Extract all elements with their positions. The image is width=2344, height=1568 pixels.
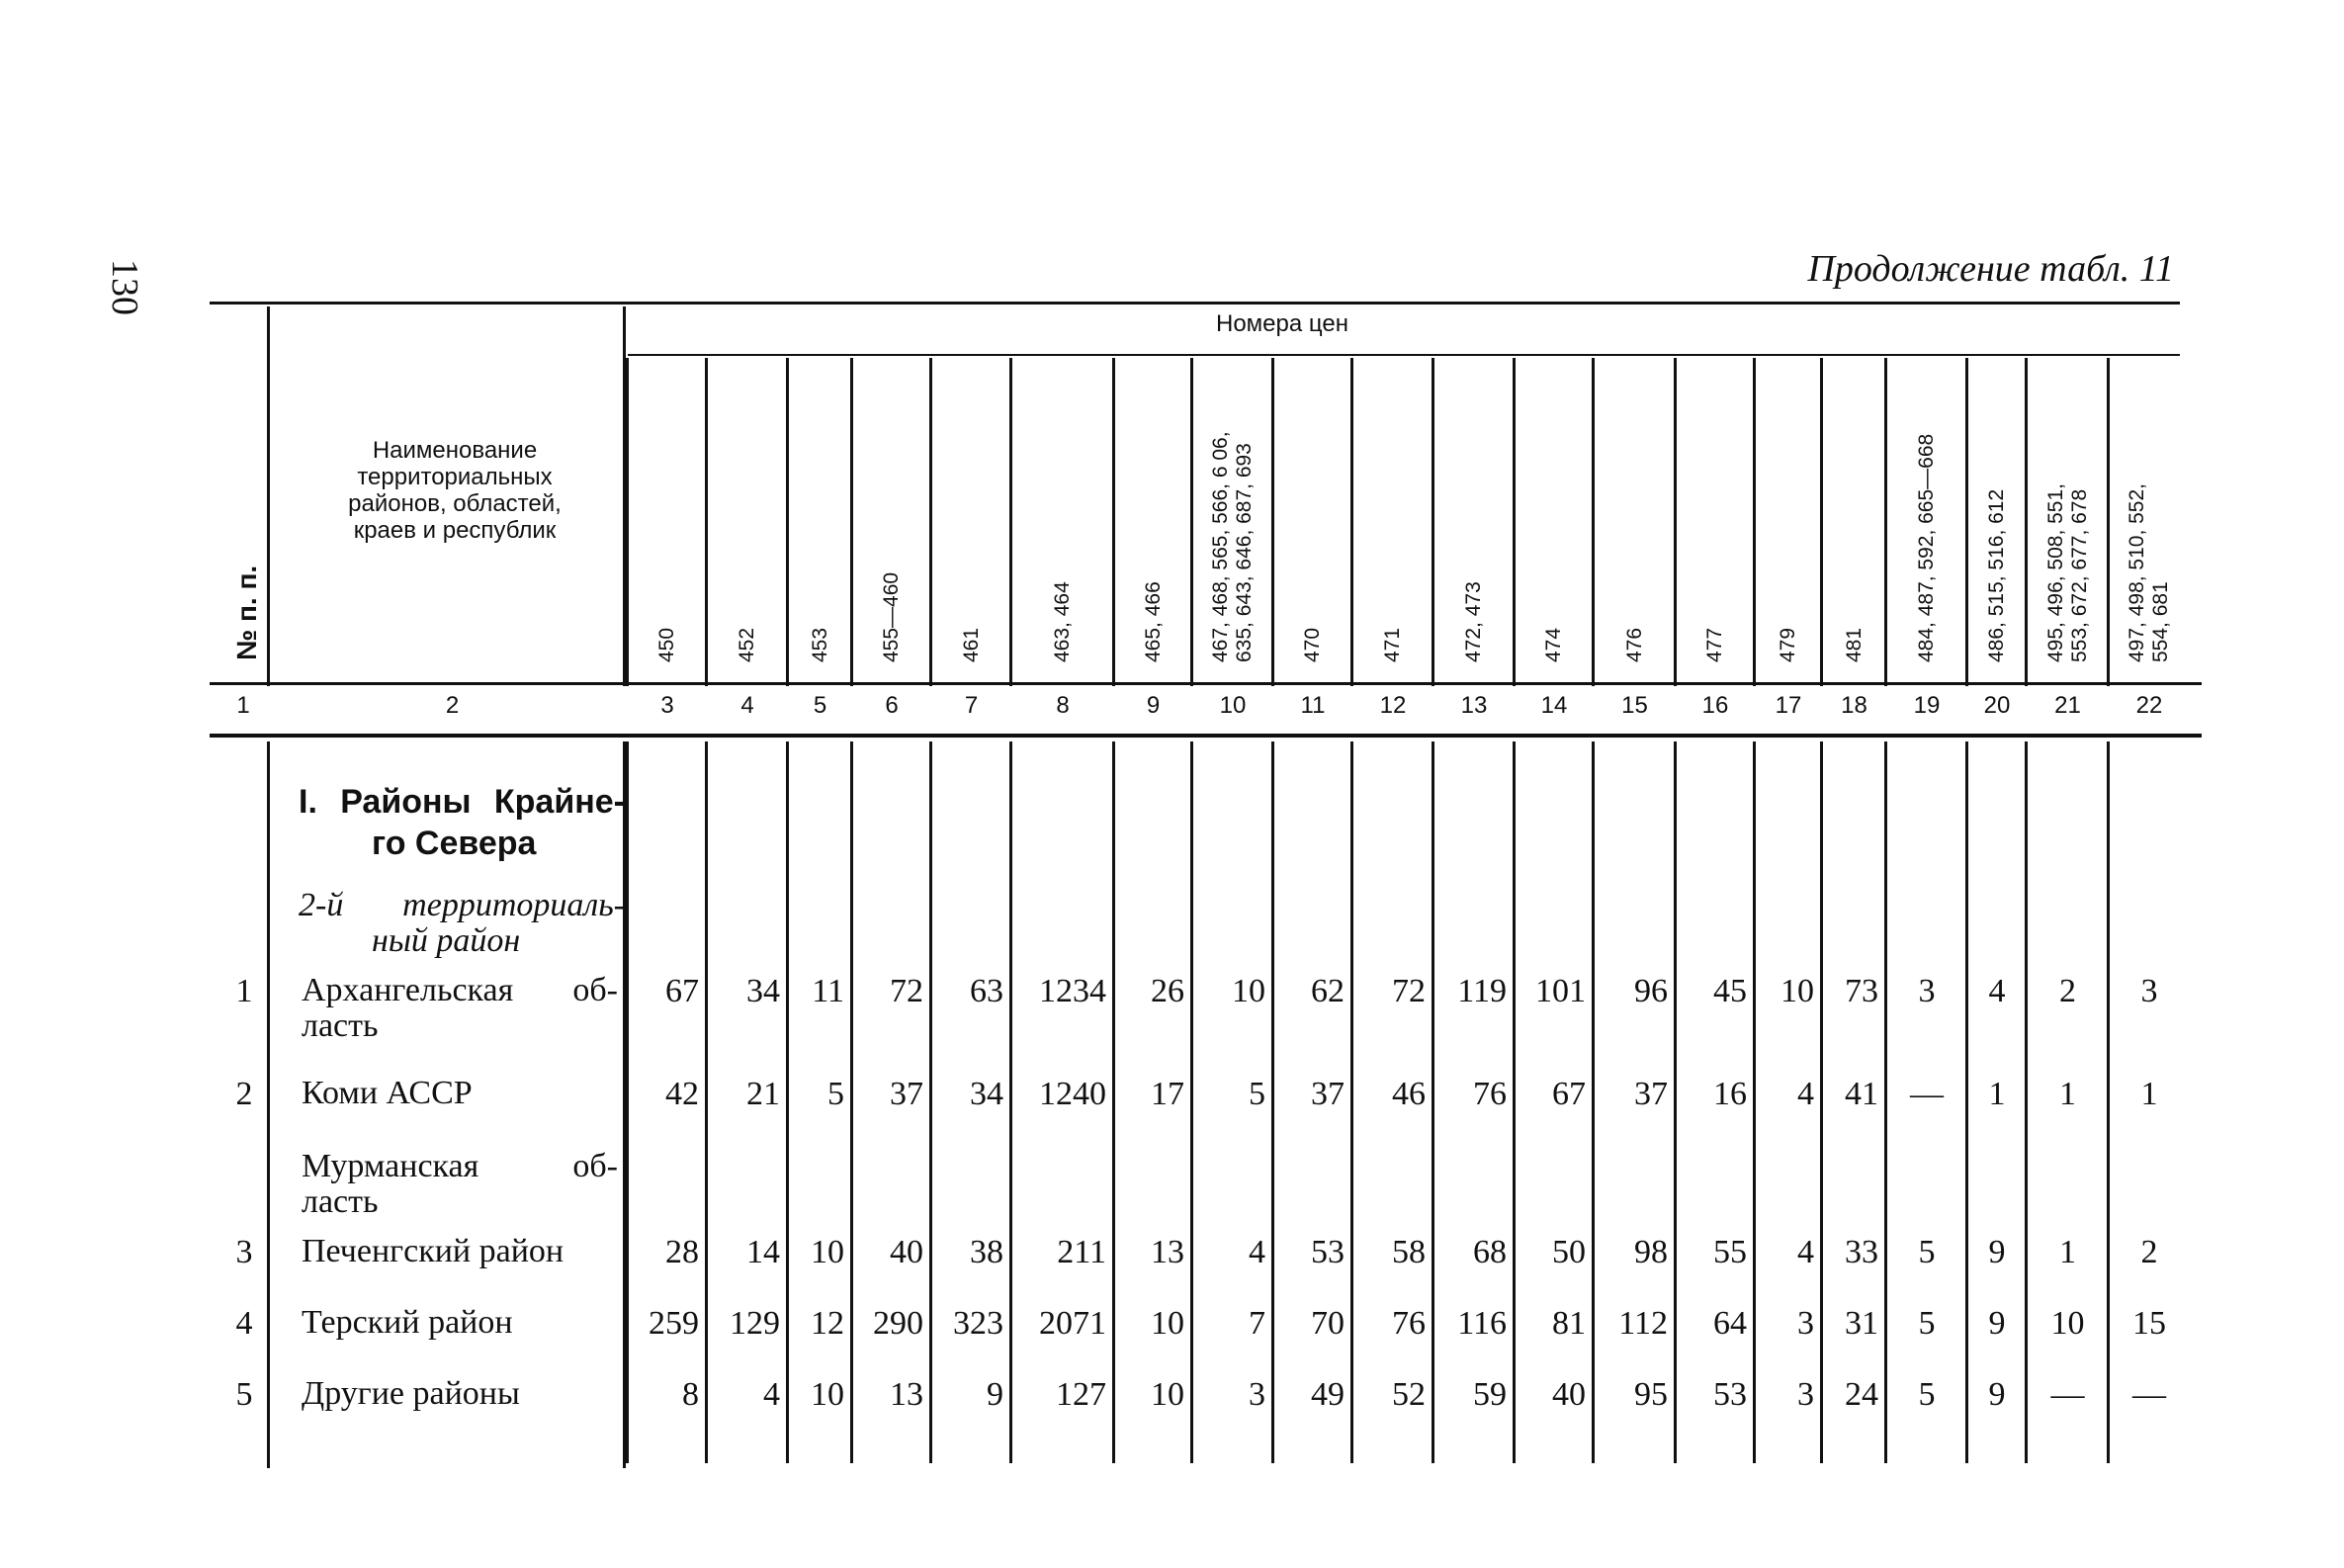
price-column-header-line: 474 bbox=[1542, 627, 1565, 662]
row-number-header: № п. п. bbox=[231, 565, 262, 660]
table-cell: 9 bbox=[1988, 1376, 2006, 1413]
column-number: 16 bbox=[1701, 692, 1729, 719]
price-column-header bbox=[1051, 581, 1075, 662]
name-header-line: Наименование bbox=[372, 437, 538, 464]
table-cell: 81 bbox=[1552, 1305, 1586, 1342]
column-number: 15 bbox=[1621, 692, 1648, 719]
table-cell: 10 bbox=[2050, 1305, 2085, 1342]
price-column-header-line: 497, 498, 510, 552, bbox=[2126, 483, 2148, 662]
group-rule bbox=[628, 354, 2180, 356]
table-cell: 13 bbox=[1151, 1234, 1184, 1270]
table-cell: 28 bbox=[665, 1234, 699, 1270]
table-cell: 119 bbox=[1457, 973, 1507, 1009]
price-column-header bbox=[2126, 483, 2173, 662]
section-title bbox=[299, 781, 625, 864]
table-cell: 9 bbox=[1988, 1234, 2006, 1270]
table-cell: 5 bbox=[1918, 1376, 1936, 1413]
table-cell: 8 bbox=[682, 1376, 699, 1413]
table-cell: 10 bbox=[1151, 1376, 1184, 1413]
table-cell: 24 bbox=[1845, 1376, 1878, 1413]
price-column-header-line: 461 bbox=[959, 627, 983, 662]
price-column-header-line: 471 bbox=[1381, 627, 1404, 662]
table-cell: 14 bbox=[746, 1234, 780, 1270]
column-number: 14 bbox=[1540, 692, 1568, 719]
subsection-title bbox=[299, 888, 625, 959]
column-divider bbox=[1432, 358, 1434, 686]
table-cell: 9 bbox=[1988, 1305, 2006, 1342]
table-cell: 67 bbox=[1552, 1076, 1586, 1112]
table-cell: 4 bbox=[1249, 1234, 1265, 1270]
table-cell: 76 bbox=[1473, 1076, 1507, 1112]
table-cell: 259 bbox=[649, 1305, 699, 1342]
table-cell: 5 bbox=[827, 1076, 844, 1112]
column-divider bbox=[1112, 358, 1115, 686]
table-cell: 4 bbox=[763, 1376, 780, 1413]
region-name bbox=[302, 1305, 618, 1341]
table-cell: 112 bbox=[1618, 1305, 1668, 1342]
table-cell: 40 bbox=[890, 1234, 923, 1270]
column-number: 22 bbox=[2135, 692, 2163, 719]
table-cell: 5 bbox=[1249, 1076, 1265, 1112]
table-cell: 3 bbox=[1249, 1376, 1265, 1413]
table-cell: 2 bbox=[2059, 973, 2076, 1009]
table-cell: 41 bbox=[1845, 1076, 1878, 1112]
table-cell: 70 bbox=[1311, 1305, 1345, 1342]
name-header-line: территориальных bbox=[357, 464, 553, 490]
table-cell: 10 bbox=[811, 1376, 844, 1413]
price-column-header bbox=[1301, 628, 1325, 662]
price-column-header bbox=[1985, 489, 2009, 662]
table-cell: 72 bbox=[1392, 973, 1426, 1009]
price-column-header bbox=[1142, 581, 1166, 662]
column-divider bbox=[267, 306, 270, 686]
table-cell: 37 bbox=[1311, 1076, 1345, 1112]
column-number: 18 bbox=[1841, 692, 1867, 719]
subsection-title-line: 2-й территориаль- bbox=[299, 887, 625, 923]
row-number: 2 bbox=[235, 1076, 253, 1112]
price-column-header-line: 486, 515, 516, 612 bbox=[1985, 488, 2008, 662]
table-cell: 34 bbox=[746, 973, 780, 1009]
table-cell: 3 bbox=[1918, 973, 1936, 1009]
table-cell: 68 bbox=[1473, 1234, 1507, 1270]
table-cell: 37 bbox=[890, 1076, 923, 1112]
column-divider bbox=[1009, 358, 1012, 686]
column-number: 12 bbox=[1379, 692, 1407, 719]
table-cell: 63 bbox=[970, 973, 1003, 1009]
table-cell: 10 bbox=[811, 1234, 844, 1270]
table-cell: 55 bbox=[1713, 1234, 1747, 1270]
table-cell: 12 bbox=[811, 1305, 844, 1342]
table-cell: 101 bbox=[1535, 973, 1586, 1009]
price-column-header-line: 472, 473 bbox=[1462, 581, 1485, 662]
region-group-line: ласть bbox=[302, 1183, 379, 1220]
table-cell: 1 bbox=[2059, 1234, 2076, 1270]
price-column-header bbox=[1209, 431, 1257, 662]
table-cell: 10 bbox=[1780, 973, 1814, 1009]
column-number: 7 bbox=[964, 692, 979, 719]
table-cell: 34 bbox=[970, 1076, 1003, 1112]
table-cell: — bbox=[2050, 1376, 2085, 1413]
column-number: 2 bbox=[445, 692, 460, 719]
table-cell: 17 bbox=[1151, 1076, 1184, 1112]
price-column-header-line: 481 bbox=[1842, 627, 1866, 662]
price-column-header-line: 554, 681 bbox=[2149, 581, 2172, 662]
price-column-header-line: 553, 672, 677, 678 bbox=[2067, 488, 2091, 662]
price-column-header-line: 465, 466 bbox=[1141, 581, 1165, 662]
table-cell: 52 bbox=[1392, 1376, 1426, 1413]
region-name-line: Коми АССР bbox=[302, 1075, 473, 1111]
region-group-label bbox=[302, 1149, 618, 1220]
table-cell: 127 bbox=[1056, 1376, 1106, 1413]
column-number: 20 bbox=[1983, 692, 2011, 719]
table-cell: 33 bbox=[1845, 1234, 1878, 1270]
column-divider bbox=[850, 358, 853, 686]
table-cell: 40 bbox=[1552, 1376, 1586, 1413]
table-cell: — bbox=[2132, 1376, 2166, 1413]
table-cell: 58 bbox=[1392, 1234, 1426, 1270]
price-column-header-line: 453 bbox=[808, 627, 831, 662]
table-cell: 4 bbox=[1797, 1234, 1814, 1270]
price-column-header bbox=[1462, 581, 1486, 662]
table-cell: 116 bbox=[1457, 1305, 1507, 1342]
price-column-header-line: 479 bbox=[1777, 627, 1799, 662]
table-cell: 9 bbox=[987, 1376, 1003, 1413]
table-cell: 15 bbox=[2132, 1305, 2166, 1342]
table-cell: 26 bbox=[1151, 973, 1184, 1009]
column-divider bbox=[1350, 358, 1353, 686]
table-cell: 10 bbox=[1151, 1305, 1184, 1342]
price-column-header-line: 452 bbox=[736, 627, 758, 662]
price-column-header bbox=[1381, 628, 1405, 662]
price-column-header bbox=[809, 628, 832, 662]
column-number: 10 bbox=[1219, 692, 1247, 719]
table-cell: 1 bbox=[2140, 1076, 2158, 1112]
region-name-line: Печенгский район bbox=[302, 1233, 564, 1269]
column-number: 17 bbox=[1775, 692, 1802, 719]
region-group-line: Мурманская об- bbox=[302, 1148, 618, 1184]
table-cell: 53 bbox=[1311, 1234, 1345, 1270]
column-divider bbox=[786, 358, 789, 686]
table-cell: 73 bbox=[1845, 973, 1878, 1009]
column-divider bbox=[1965, 358, 1968, 686]
region-name bbox=[302, 973, 618, 1044]
column-number: 1 bbox=[236, 692, 250, 719]
subsection-title-line: ный район bbox=[372, 922, 521, 959]
table-cell: 7 bbox=[1249, 1305, 1265, 1342]
table-cell: 5 bbox=[1918, 1234, 1936, 1270]
table-cell: 11 bbox=[812, 973, 844, 1009]
name-header-line: районов, областей, bbox=[348, 490, 562, 517]
column-number: 21 bbox=[2054, 692, 2081, 719]
column-number: 5 bbox=[813, 692, 827, 719]
table-cell: 10 bbox=[1232, 973, 1265, 1009]
price-column-header-line: 455—460 bbox=[880, 571, 903, 662]
table-cell: 98 bbox=[1634, 1234, 1668, 1270]
column-number: 19 bbox=[1913, 692, 1941, 719]
column-number: 11 bbox=[1300, 692, 1326, 719]
price-column-header bbox=[880, 572, 904, 662]
column-number: 8 bbox=[1056, 692, 1070, 719]
region-name bbox=[302, 1234, 618, 1269]
price-column-header bbox=[1623, 628, 1647, 662]
price-numbers-group-header: Номера цен bbox=[1216, 310, 1348, 337]
price-column-header bbox=[1843, 628, 1867, 662]
table-cell: 4 bbox=[1797, 1076, 1814, 1112]
name-column-header bbox=[287, 437, 623, 544]
column-divider bbox=[626, 358, 629, 686]
table-cell: 5 bbox=[1918, 1305, 1936, 1342]
column-divider bbox=[1884, 358, 1887, 686]
region-name bbox=[302, 1376, 618, 1412]
column-divider bbox=[1190, 358, 1193, 686]
table-cell: 4 bbox=[1988, 973, 2006, 1009]
table-cell: 21 bbox=[746, 1076, 780, 1112]
region-name-line: Другие районы bbox=[302, 1375, 520, 1412]
table-cell: 76 bbox=[1392, 1305, 1426, 1342]
table-cell: 67 bbox=[665, 973, 699, 1009]
price-column-header bbox=[1777, 628, 1800, 662]
table-cell: 45 bbox=[1713, 973, 1747, 1009]
table-cell: 31 bbox=[1845, 1305, 1878, 1342]
table-cell: 49 bbox=[1311, 1376, 1345, 1413]
header-bottom-rule bbox=[210, 682, 2202, 685]
table-cell: 95 bbox=[1634, 1376, 1668, 1413]
column-number: 9 bbox=[1146, 692, 1161, 719]
table-cell: — bbox=[1910, 1076, 1944, 1112]
table-cell: 13 bbox=[890, 1376, 923, 1413]
table-cell: 3 bbox=[2140, 973, 2158, 1009]
column-divider bbox=[623, 306, 626, 686]
column-divider bbox=[1513, 358, 1516, 686]
column-divider bbox=[1753, 358, 1756, 686]
price-column-header-line: 477 bbox=[1703, 627, 1726, 662]
table-cell: 64 bbox=[1713, 1305, 1747, 1342]
table-cell: 96 bbox=[1634, 973, 1668, 1009]
column-number: 4 bbox=[740, 692, 754, 719]
row-number: 5 bbox=[235, 1376, 253, 1413]
top-rule bbox=[210, 302, 2180, 305]
table-cell: 290 bbox=[873, 1305, 923, 1342]
price-column-header bbox=[960, 628, 984, 662]
price-column-header-line: 463, 464 bbox=[1051, 581, 1074, 662]
price-column-header bbox=[1915, 434, 1939, 662]
column-divider bbox=[705, 358, 708, 686]
price-column-header bbox=[1542, 628, 1566, 662]
section-title-line: го Севера bbox=[372, 825, 537, 862]
table-cell: 3 bbox=[1797, 1305, 1814, 1342]
column-divider bbox=[929, 358, 932, 686]
section-title-line: I. Районы Крайне- bbox=[299, 783, 625, 821]
column-number: 6 bbox=[885, 692, 899, 719]
price-column-header-line: 495, 496, 508, 551, bbox=[2043, 483, 2067, 662]
column-divider bbox=[267, 741, 270, 1468]
table-cell: 1240 bbox=[1039, 1076, 1106, 1112]
column-divider bbox=[1674, 358, 1677, 686]
table-cell: 62 bbox=[1311, 973, 1345, 1009]
row-number: 3 bbox=[235, 1234, 253, 1270]
table-cell: 53 bbox=[1713, 1376, 1747, 1413]
column-number: 13 bbox=[1460, 692, 1488, 719]
price-column-header-line: 635, 643, 646, 687, 693 bbox=[1233, 443, 1256, 662]
table-cell: 50 bbox=[1552, 1234, 1586, 1270]
column-divider bbox=[2025, 358, 2028, 686]
table-cell: 38 bbox=[970, 1234, 1003, 1270]
continuation-title: Продолжение табл. 11 bbox=[1807, 248, 2174, 290]
column-number: 3 bbox=[660, 692, 674, 719]
table-cell: 1 bbox=[1988, 1076, 2006, 1112]
column-divider bbox=[2107, 358, 2110, 686]
table-cell: 323 bbox=[953, 1305, 1003, 1342]
region-name-line: Архангельская об- bbox=[302, 972, 618, 1008]
table-cell: 211 bbox=[1057, 1234, 1106, 1270]
price-column-header-line: 484, 487, 592, 665—668 bbox=[1915, 433, 1938, 662]
price-column-header bbox=[2044, 483, 2092, 662]
row-number: 4 bbox=[235, 1305, 253, 1342]
table-cell: 42 bbox=[665, 1076, 699, 1112]
row-number: 1 bbox=[235, 973, 253, 1009]
column-divider bbox=[1271, 358, 1274, 686]
table-cell: 1 bbox=[2059, 1076, 2076, 1112]
table-cell: 1234 bbox=[1039, 973, 1106, 1009]
price-column-header bbox=[736, 628, 759, 662]
table-cell: 3 bbox=[1797, 1376, 1814, 1413]
column-divider bbox=[1820, 358, 1823, 686]
price-column-header-line: 476 bbox=[1622, 627, 1646, 662]
table-cell: 59 bbox=[1473, 1376, 1507, 1413]
region-name-line: ласть bbox=[302, 1007, 379, 1044]
colnum-bottom-rule bbox=[210, 734, 2202, 738]
region-name bbox=[302, 1076, 618, 1111]
column-divider bbox=[1592, 358, 1595, 686]
table-cell: 129 bbox=[730, 1305, 780, 1342]
table-cell: 16 bbox=[1713, 1076, 1747, 1112]
price-column-header-line: 470 bbox=[1301, 627, 1324, 662]
table-cell: 2 bbox=[2140, 1234, 2158, 1270]
price-column-header bbox=[1703, 628, 1727, 662]
table-cell: 2071 bbox=[1039, 1305, 1106, 1342]
table-cell: 72 bbox=[890, 973, 923, 1009]
name-header-line: краев и республик bbox=[353, 517, 557, 544]
page-number: 130 bbox=[104, 259, 145, 315]
table-cell: 46 bbox=[1392, 1076, 1426, 1112]
table-cell: 37 bbox=[1634, 1076, 1668, 1112]
region-name-line: Терский район bbox=[302, 1304, 513, 1341]
price-column-header-line: 450 bbox=[655, 627, 678, 662]
price-column-header-line: 467, 468, 565, 566, 6 06, bbox=[1209, 431, 1232, 662]
price-column-header bbox=[655, 628, 679, 662]
